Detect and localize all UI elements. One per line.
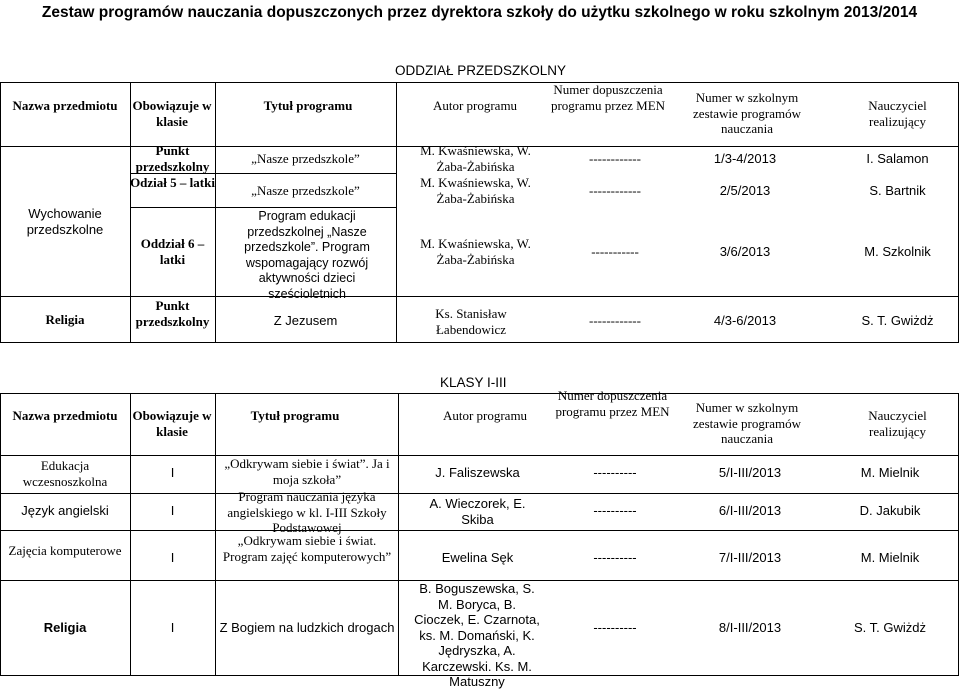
school-number-cell: 6/I-III/2013 <box>718 503 782 518</box>
approval-cell: ------------ <box>589 183 641 198</box>
teacher-cell: S. T. Gwiżdż <box>861 313 934 328</box>
subject-religia: Religia <box>45 312 85 327</box>
class-cell: Oddział 6 – latki <box>140 236 205 267</box>
author-cell: M. Kwaśniewska, W. Żaba-Żabińska <box>420 236 531 267</box>
class-cell: I <box>170 620 175 635</box>
header-school-number: Numer w szkolnym zestawie programów nauczania <box>693 90 801 136</box>
teacher-cell: M. Mielnik <box>860 465 920 480</box>
school-number-cell: 5/I-III/2013 <box>718 465 782 480</box>
subject-wychowanie: Wychowanie przedszkolne <box>26 206 104 237</box>
author-cell: A. Wieczorek, E. Skiba <box>429 496 526 527</box>
author-cell: J. Faliszewska <box>435 465 520 480</box>
approval-cell: ---------- <box>593 620 637 635</box>
teacher-cell: M. Szkolnik <box>864 244 931 259</box>
header-title: Tytuł programu <box>263 98 353 113</box>
school-number-cell: 7/I-III/2013 <box>718 550 782 565</box>
school-number-cell: 2/5/2013 <box>719 183 771 198</box>
title-cell: Program edukacji przedszkolnej „Nasze przedszkole”. Program wspomagający rozwój aktywności dzieci sześcioletnich <box>244 209 370 301</box>
school-number-cell: 4/3-6/2013 <box>713 313 777 328</box>
approval-cell: ------------ <box>589 151 641 166</box>
approval-cell: ---------- <box>593 550 637 565</box>
author-cell: M. Kwaśniewska, W. Żaba-Żabińska <box>420 175 531 206</box>
title-cell: Z Jezusem <box>273 313 338 328</box>
header-subject: Nazwa przedmiotu <box>12 98 118 113</box>
teacher-cell: M. Mielnik <box>860 550 920 565</box>
section-title-klasy: KLASY I-III <box>440 375 507 390</box>
page-title: Zestaw programów nauczania dopuszczonych przez dyrektora szkoły do użytku szkolnego w roku szkolnym 2013/2014 <box>41 4 918 21</box>
class-cell: I <box>170 550 175 565</box>
header-title: Tytuł programu <box>250 408 340 423</box>
approval-cell: ---------- <box>593 503 637 518</box>
class-cell: Odział 5 – latki <box>130 175 215 190</box>
approval-cell: ----------- <box>591 244 639 259</box>
section-title-preschool: ODDZIAŁ PRZEDSZKOLNY <box>395 63 567 78</box>
author-cell: Ewelina Sęk <box>441 550 514 565</box>
subject-cell: Zajęcia komputerowe <box>8 543 122 558</box>
school-number-cell: 8/I-III/2013 <box>718 620 782 635</box>
header-school-number: Numer w szkolnym zestawie programów nauczania <box>693 400 801 446</box>
class-cell: Punkt przedszkolny <box>135 143 210 174</box>
header-subject: Nazwa przedmiotu <box>12 408 118 423</box>
header-author: Autor programu <box>442 408 528 423</box>
class-cell: I <box>170 465 175 480</box>
teacher-cell: S. Bartnik <box>869 183 926 198</box>
header-author: Autor programu <box>432 98 518 113</box>
subject-cell: Język angielski <box>21 503 109 518</box>
title-cell: Z Bogiem na ludzkich drogach <box>219 620 395 635</box>
title-cell: „Odkrywam siebie i świat”. Ja i moja szkoła” <box>224 456 390 487</box>
subject-cell: Edukacja wczesnoszkolna <box>22 458 108 489</box>
teacher-cell: I. Salamon <box>866 151 929 166</box>
header-teacher: Nauczyciel realizujący <box>868 98 927 129</box>
subject-cell: Religia <box>43 620 87 635</box>
author-cell: M. Kwaśniewska, W. Żaba-Żabińska <box>420 143 531 174</box>
title-cell: „Odkrywam siebie i świat. Program zajęć komputerowych” <box>222 533 392 564</box>
header-approval: Numer dopuszczenia programu przez MEN <box>550 82 666 113</box>
class-cell: Punkt przedszkolny <box>135 298 210 329</box>
header-teacher: Nauczyciel realizujący <box>868 408 927 439</box>
teacher-cell: D. Jakubik <box>859 503 921 518</box>
teacher-cell: S. T. Gwiżdż <box>853 620 926 635</box>
header-class: Obowiązuje w klasie <box>132 408 212 439</box>
header-class: Obowiązuje w klasie <box>132 98 212 129</box>
title-cell: „Nasze przedszkole” <box>251 183 360 198</box>
school-number-cell: 3/6/2013 <box>719 244 771 259</box>
class-cell: I <box>170 503 175 518</box>
school-number-cell: 1/3-4/2013 <box>713 151 777 166</box>
approval-cell: ------------ <box>589 313 641 328</box>
author-cell: B. Boguszewska, S. M. Boryca, B. Cioczek, E. Czarnota, ks. M. Domański, K. Jędryszka, A. Karczewski. Ks. M. Matuszny <box>414 581 540 689</box>
header-approval: Numer dopuszczenia programu przez MEN <box>555 388 670 419</box>
approval-cell: ---------- <box>593 465 637 480</box>
author-cell: Ks. Stanisław Łabendowicz <box>435 306 507 337</box>
title-cell: „Nasze przedszkole” <box>251 151 360 166</box>
title-cell: Program nauczania języka angielskiego w kl. I-III Szkoły Podstawowej <box>227 489 387 535</box>
